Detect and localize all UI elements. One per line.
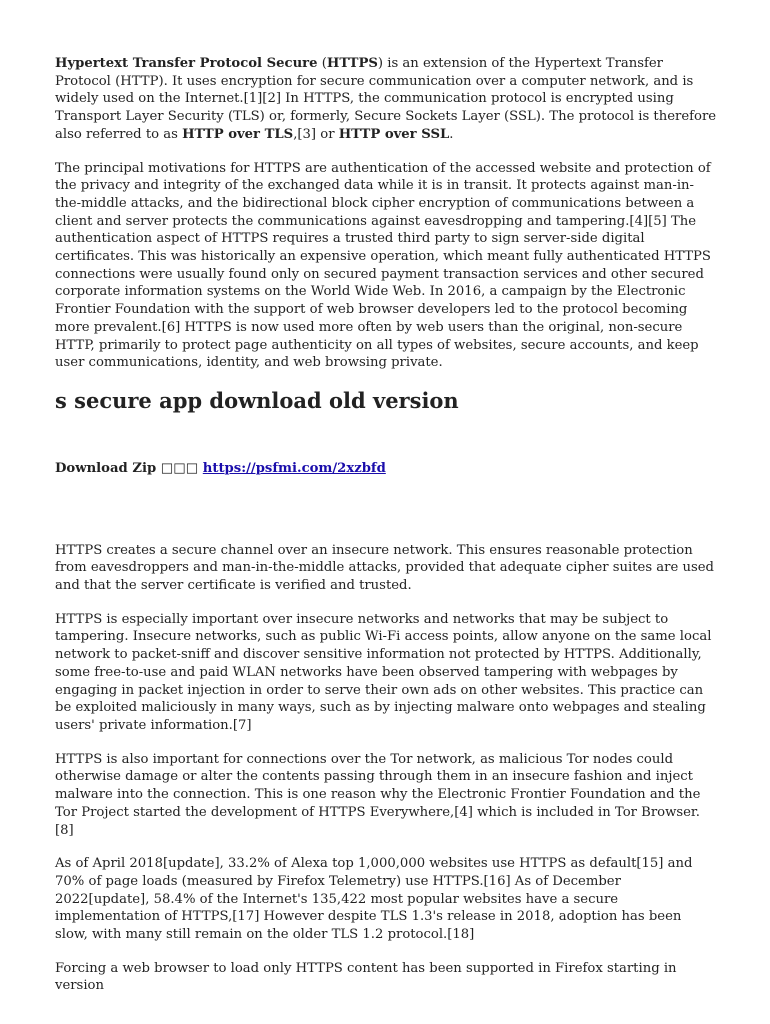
download-line — [55, 460, 717, 478]
intro-paragraph-2: The principal motivations for HTTPS are authentication of the accessed website and protection of the privacy and integrity of the exchanged data while it is in transit. It protects against man-in-the-middle attacks, and the bidirectional block cipher encryption of communications between a client and server protects the communications against eavesdropping and tampering.[4][5] The authentication aspect of HTTPS requires a trusted third party to sign server-side digital certificates. This was historically an expensive operation, which meant fully authenticated HTTPS connections were usually found only on secured payment transaction services and other secured corporate information systems on the World Wide Web. In 2016, a campaign by the Electronic Frontier Foundation with the support of web browser developers led to the protocol becoming more prevalent.[6] HTTPS is now used more often by web users than the original, non-secure HTTP, primarily to protect page authenticity on all types of websites, secure accounts, and keep user communications, identity, and web browsing private. — [55, 160, 711, 371]
body-paragraph-5: Forcing a web browser to load only HTTPS content has been supported in Firefox starting in version — [55, 960, 677, 994]
download-link[interactable]: https://psfmi.com/2xzbfd — [202, 460, 386, 476]
arrow-glyphs: □□□ — [160, 460, 199, 476]
page-heading: s secure app download old version — [55, 387, 459, 413]
body-paragraph-2: HTTPS is especially important over insecure networks and networks that may be subject to tampering. Insecure networks, such as public Wi-Fi access points, allow anyone on the same local network to packet-sniff and discover sensitive information not protected by HTTPS. Additionally, some free-to-use and paid WLAN networks have been observed tampering with webpages by engaging in packet injection in order to serve their own ads on other websites. This practice can be exploited maliciously in many ways, such as by injecting malware onto webpages and stealing users' private information.[7] — [55, 611, 712, 733]
abbr-bold: HTTPS — [326, 56, 378, 71]
intro-paragraph-1 — [55, 55, 717, 144]
body-paragraph-1: HTTPS creates a secure channel over an insecure network. This ensures reasonable protection from eavesdroppers and man-in-the-middle attacks, provided that adequate cipher suites are used and that the server certificate is verified and trusted. — [55, 542, 714, 594]
download-label: Download Zip — [55, 460, 157, 476]
alt-name-1: HTTP over TLS — [182, 126, 294, 142]
body-paragraph-3: HTTPS is also important for connections over the Tor network, as malicious Tor nodes could otherwise damage or alter the contents passing through them in an insecure fashion and inject malware into the connection. This is one reason why the Electronic Frontier Foundation and the Tor Project started the development of HTTPS Everywhere,[4] which is included in Tor Browser.[8] — [55, 751, 701, 838]
intro-text-3: . — [449, 126, 454, 142]
body-section — [55, 542, 717, 995]
document-page — [55, 55, 717, 1011]
body-paragraph-4: As of April 2018[update], 33.2% of Alexa top 1,000,000 websites use HTTPS as default[15] and 70% of page loads (measured by Firefox Telemetry) use HTTPS.[16] As of December 2022[update], 58.4% of the Internet's 135,422 most popular websites have a secure implementation of HTTPS,[17] However despite TLS 1.3's release in 2018, adoption has been slow, with many still remain on the older TLS 1.2 protocol.[18] — [55, 856, 693, 943]
intro-text-2: ,[3] or — [293, 126, 339, 142]
open-paren: ( — [317, 56, 327, 71]
intro-text-1: ) is an extension of the Hypertext Transfer Protocol (HTTP). It uses encryption for secure communication over a computer network, and is widely used on the Internet.[1][2] In HTTPS, the communication protocol is encrypted using Transport Layer Security (TLS) or, formerly, Secure Sockets Layer (SSL). The protocol is therefore also referred to as — [55, 56, 717, 142]
alt-name-2: HTTP over SSL — [338, 126, 450, 142]
term-bold: Hypertext Transfer Protocol Secure — [55, 56, 318, 71]
